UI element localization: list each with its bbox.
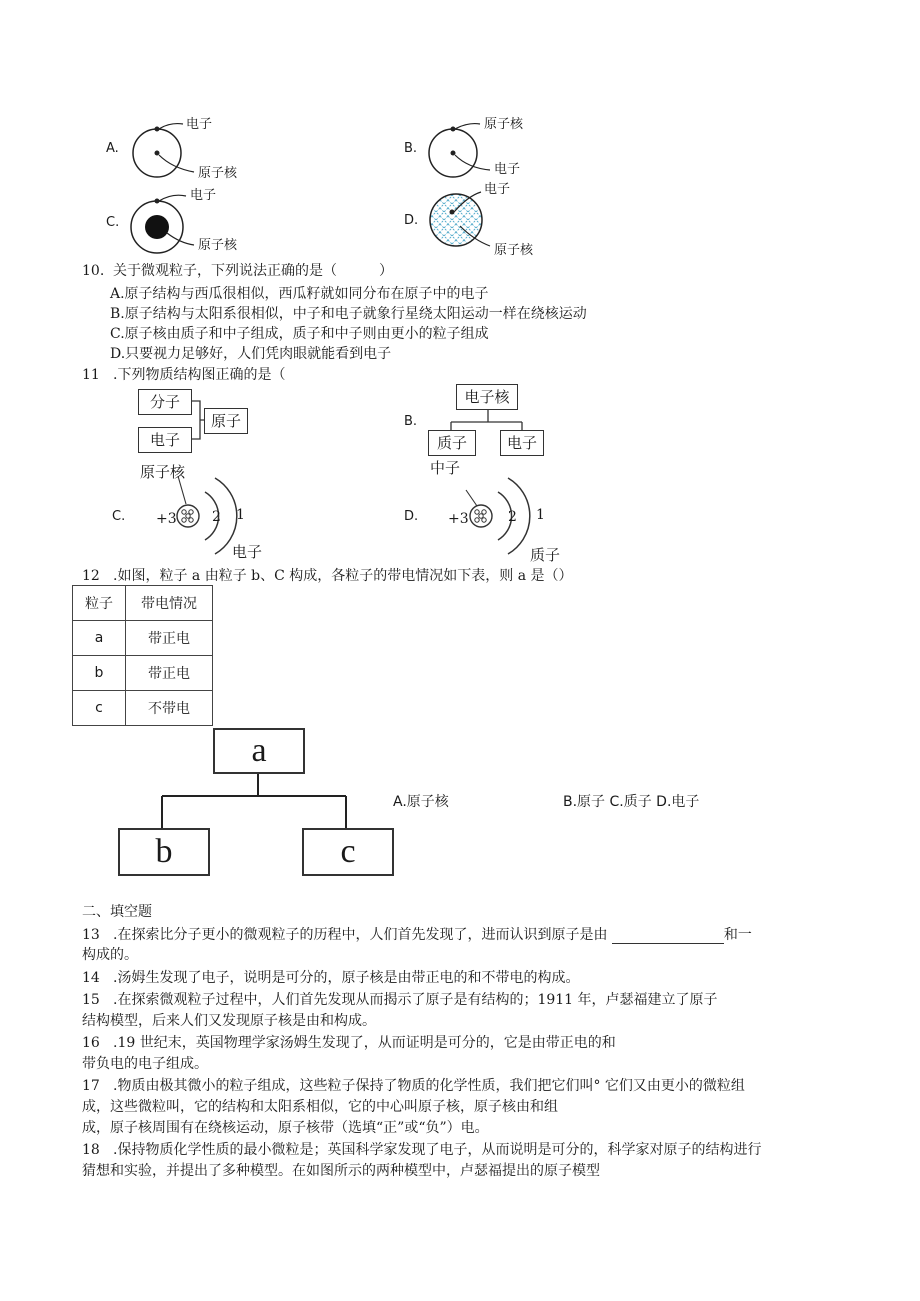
q11-stem: .下列物质结构图正确的是（: [113, 367, 286, 383]
q13-line2: 构成的。: [82, 947, 138, 963]
table-cell: b: [73, 656, 126, 691]
q10-option-c: C.原子核由质子和中子组成，质子和中子则由更小的粒子组成: [110, 326, 489, 342]
q12-number: 12: [82, 568, 100, 584]
charge-table: [72, 585, 213, 726]
q11-d-charge: +3: [448, 511, 469, 527]
q15-line2: 结构模型，后来人们又发现原子核是由和构成。: [82, 1013, 376, 1029]
q13-blank[interactable]: [612, 929, 724, 944]
q9-d-letter: D.: [404, 213, 419, 228]
q11-c-shell-label: 电子: [232, 543, 263, 561]
q17-line1: .物质由极其微小的粒子组成，这些粒子保持了物质的化学性质，我们把它们叫° 它们又由更小的微粒组: [113, 1078, 745, 1094]
q14-number: 14: [82, 970, 100, 986]
q13-line1: [113, 926, 752, 944]
table-cell: 带正电: [126, 656, 213, 691]
q9-b-bottom-label: 电子: [494, 162, 521, 177]
q9-b-letter: B.: [404, 141, 418, 156]
table-header-row: [73, 586, 213, 621]
q11-c-shell-2: 2: [212, 509, 221, 525]
q10-option-b: B.原子结构与太阳系很相似，中子和电子就象行星绕太阳运动一样在绕核运动: [110, 306, 587, 322]
atom-diagram-d: [430, 192, 490, 246]
q10-option-a: A.原子结构与西瓜很相似，西瓜籽就如同分布在原子中的电子: [110, 286, 489, 302]
q9-a-top-label: 电子: [186, 117, 213, 132]
q11-a-box-molecule: 分子: [138, 389, 192, 415]
q10-option-d: D.只要视力足够好，人们凭肉眼就能看到电子: [110, 346, 392, 362]
table-cell: 不带电: [126, 691, 213, 726]
q11-b-box-left: 质子: [428, 430, 476, 456]
q11-d-shell-1: 1: [536, 507, 545, 523]
q17-line3: 成，原子核周围有在绕核运动，原子核带（选填“正”或“负”）电。: [82, 1120, 489, 1136]
atom-diagram-c: [131, 195, 194, 253]
table-cell: a: [73, 621, 126, 656]
q13-text-a: .在探索比分子更小的微观粒子的历程中，人们首先发现了，进而认识到原子是由: [113, 927, 608, 943]
q11-c-letter: C.: [112, 509, 126, 524]
section-heading: 二、填空题: [82, 904, 152, 920]
q16-line2: 带负电的电子组成。: [82, 1056, 208, 1072]
q9-c-top-label: 电子: [190, 188, 217, 203]
q13-number: 13: [82, 927, 100, 943]
q11-d-shell-label: 质子: [530, 546, 561, 564]
q10-stem: 关于微观粒子，下列说法正确的是（ ）: [113, 263, 393, 279]
q9-c-bottom-label: 原子核: [198, 238, 238, 253]
q14-line1: .汤姆生发现了电子，说明是可分的，原子核是由带正电的和不带电的构成。: [113, 970, 580, 986]
q9-d-top-label: 电子: [484, 182, 511, 197]
q11-a-box-electron: 电子: [138, 427, 192, 453]
q9-a-letter: A.: [106, 141, 119, 156]
q18-line2: 猜想和实验，并提出了多种模型。在如图所示的两种模型中，卢瑟福提出的原子模型: [82, 1163, 600, 1179]
table-header: 粒子: [73, 586, 126, 621]
table-cell: c: [73, 691, 126, 726]
atom-diagram-b: [429, 124, 490, 177]
q9-d-bottom-label: 原子核: [494, 243, 534, 258]
q11-b-below-label: 中子: [430, 459, 461, 477]
q11-b-box-top: 电子核: [456, 384, 518, 410]
tree-node-left: b: [118, 828, 210, 876]
atom-diagram-a: [133, 124, 194, 177]
q13-text-b: 和一: [723, 927, 752, 943]
q11-b-letter: B.: [404, 414, 418, 429]
q12-stem: .如图，粒子 a 由粒子 b、C 构成，各粒子的带电情况如下表，则 a 是（）: [113, 568, 573, 584]
q10-number: 10.: [82, 263, 105, 279]
q9-b-top-label: 原子核: [484, 117, 524, 132]
q11-c-nucleus-label: 原子核: [140, 463, 186, 481]
q12-option-a: A.原子核: [393, 794, 449, 810]
tree-node-right: c: [302, 828, 394, 876]
q17-number: 17: [82, 1078, 100, 1094]
table-row: [73, 656, 213, 691]
q18-number: 18: [82, 1142, 100, 1158]
table-row: [73, 621, 213, 656]
q15-line1: .在探索微观粒子过程中，人们首先发现从而揭示了原子是有结构的；1911 年，卢瑟福建立了原子: [113, 992, 718, 1008]
q9-diagrams: [0, 0, 920, 265]
q11-d-letter: D.: [404, 509, 419, 524]
q11-number: 11: [82, 367, 100, 383]
table-cell: 带正电: [126, 621, 213, 656]
q11-c-shell-1: 1: [236, 507, 245, 523]
q11-a-box-atom: 原子: [204, 408, 248, 434]
q18-line1: .保持物质化学性质的最小微粒是；英国科学家发现了电子，从而说明是可分的，科学家对原子的结构进行: [113, 1142, 762, 1158]
q15-number: 15: [82, 992, 100, 1008]
q9-atom-drawings: [0, 0, 920, 265]
q17-line2: 成，这些微粒叫，它的结构和太阳系相似，它的中心叫原子核，原子核由和组: [82, 1099, 558, 1115]
q9-c-letter: C.: [106, 215, 120, 230]
tree-node-root: a: [213, 728, 305, 774]
q12-options-bcd: B.原子 C.质子 D.电子: [563, 794, 700, 810]
q16-line1: .19 世纪末，英国物理学家汤姆生发现了，从而证明是可分的，它是由带正电的和: [113, 1035, 616, 1051]
q9-a-bottom-label: 原子核: [198, 166, 238, 181]
q11-b-box-right: 电子: [500, 430, 544, 456]
q11-d-shell-2: 2: [508, 509, 517, 525]
table-header: 带电情况: [126, 586, 213, 621]
q16-number: 16: [82, 1035, 100, 1051]
q11-c-charge: +3: [156, 511, 177, 527]
